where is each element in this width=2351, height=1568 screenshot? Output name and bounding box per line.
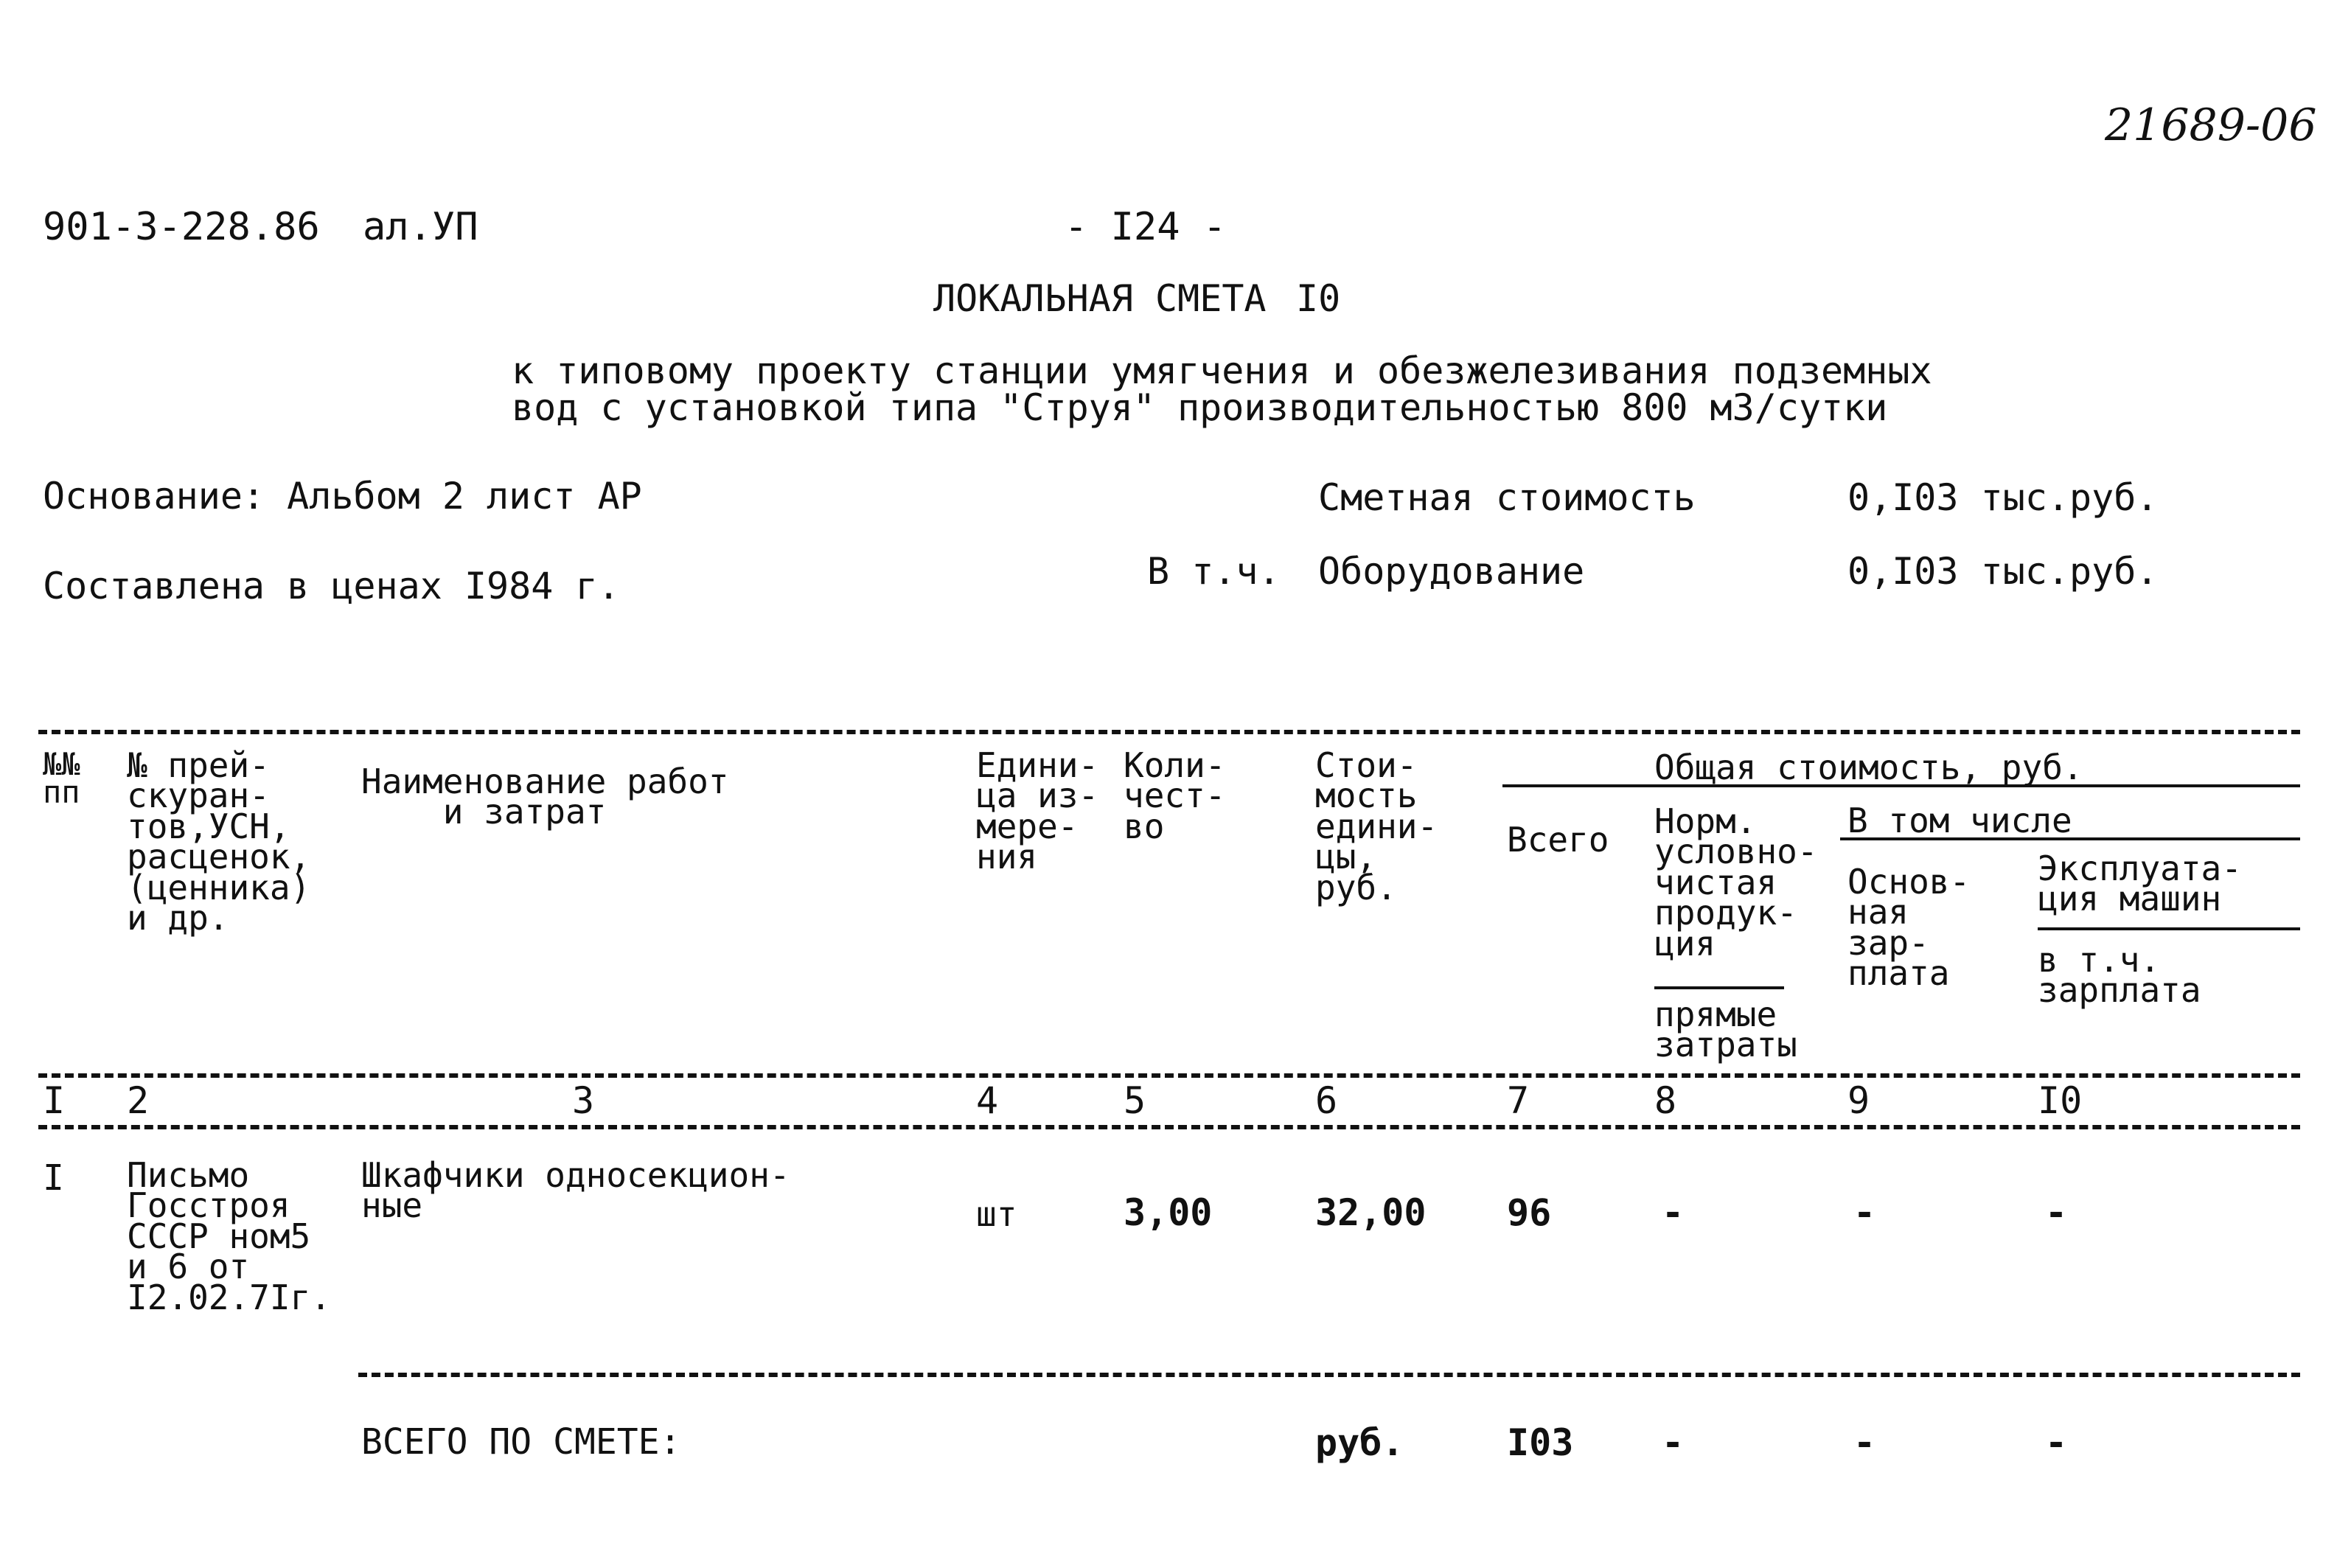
page-number: - I24 - (1065, 205, 1227, 249)
summary-top-rule (358, 1373, 2300, 1377)
header-quantity: Коли- чест- во (1124, 745, 1226, 846)
title-subtitle-line2: вод с установкой типа "Струя" производительностью 800 м3/сутки (512, 386, 1888, 429)
header-machine-salary: в т.ч. зарплата (2038, 940, 2201, 1011)
document-title: ЛОКАЛЬНАЯ СМЕТА (933, 277, 1267, 320)
total-group-underline (1502, 784, 2300, 787)
prices-year-text: Составлена в ценах I984 г. (43, 565, 620, 607)
header-net-production: Норм. условно- чистая продук- ция (1654, 801, 1818, 964)
header-work-name: Наименование работ и затрат (361, 762, 729, 832)
net-production-underline (1654, 986, 1784, 989)
column-number: 7 (1507, 1079, 1530, 1122)
column-number: 2 (127, 1079, 150, 1122)
document-number: 21689-06 (2105, 100, 2317, 151)
album-number: ал.УП (363, 205, 478, 249)
basis-text: Основание: Альбом 2 лист АР (43, 475, 642, 518)
column-numbers-rule (38, 1125, 2300, 1129)
table-row-total: 96 (1507, 1191, 1552, 1234)
header-bottom-rule (38, 1073, 2300, 1078)
table-row-machine-operation: - (2045, 1191, 2068, 1234)
summary-total: I03 (1507, 1421, 1574, 1464)
including-label: В т.ч. (1147, 550, 1281, 593)
column-number: I0 (2038, 1079, 2083, 1122)
header-unit: Едини- ца из- мере- ния (976, 745, 1099, 877)
estimated-cost-label: Сметная стоимость (1318, 476, 1696, 519)
table-row-net-production: - (1662, 1191, 1685, 1234)
column-number: 5 (1124, 1079, 1146, 1122)
table-row-base-salary: - (1853, 1191, 1876, 1234)
column-number: 8 (1654, 1079, 1677, 1122)
title-subtitle-line1: к типовому проекту станции умягчения и обезжелезивания подземных (512, 349, 1932, 392)
equipment-label: Оборудование (1318, 550, 1585, 593)
table-row-source: Письмо Госстроя СССР ном5 и 6 от I2.02.7Iг. (127, 1155, 331, 1317)
column-number: 9 (1847, 1079, 1870, 1122)
project-code: 901-3-228.86 (43, 205, 320, 249)
column-number: 6 (1315, 1079, 1338, 1122)
header-including-group: В том числе (1847, 801, 2072, 840)
summary-net-production: - (1662, 1421, 1685, 1464)
header-pricelist: № прей- скуран- тов,УСН, расценок, (ценника) и др. (127, 745, 311, 938)
equipment-value: 0,I03 тыс.руб. (1847, 550, 2159, 593)
table-top-rule (38, 730, 2300, 734)
summary-machine-operation: - (2045, 1421, 2068, 1464)
column-number: I (43, 1079, 66, 1122)
table-row-unit-cost: 32,00 (1315, 1191, 1427, 1234)
machine-operation-underline (2038, 927, 2300, 930)
header-base-salary: Основ- ная зар- плата (1847, 862, 1971, 994)
header-machine-operation: Эксплуата- ция машин (2038, 849, 2242, 919)
header-direct-costs: прямые затраты (1654, 994, 1797, 1065)
table-row-unit: шт (976, 1194, 1017, 1234)
table-row-number: I (43, 1157, 64, 1199)
summary-label: ВСЕГО ПО СМЕТЕ: (361, 1421, 681, 1463)
table-row-quantity: 3,00 (1124, 1191, 1213, 1234)
summary-unit: руб. (1315, 1421, 1404, 1464)
header-unit-cost: Стои- мость едини- цы, руб. (1315, 745, 1438, 907)
including-group-underline (1840, 837, 2300, 840)
column-number: 4 (976, 1079, 999, 1122)
header-total-cost-group: Общая стоимость, руб. (1654, 748, 2083, 787)
estimate-number: I0 (1296, 277, 1341, 320)
estimated-cost-value: 0,I03 тыс.руб. (1847, 476, 2159, 519)
header-total: Всего (1507, 820, 1609, 860)
summary-base-salary: - (1853, 1421, 1876, 1464)
table-row-name: Шкафчики односекцион- ные (361, 1155, 790, 1226)
header-row-number: №№ пп (43, 746, 80, 810)
column-number: 3 (572, 1079, 595, 1122)
